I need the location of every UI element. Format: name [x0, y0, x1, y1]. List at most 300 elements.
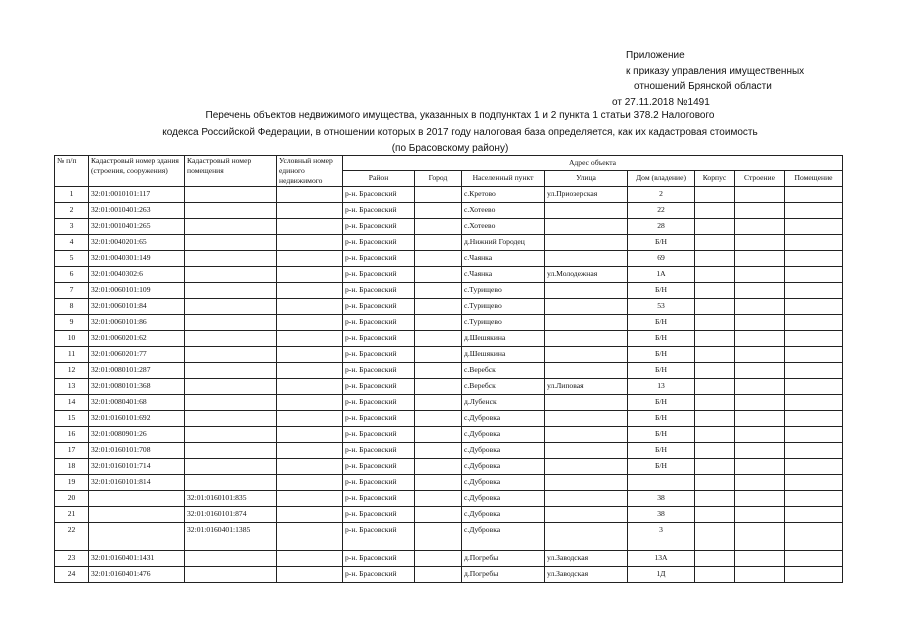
row-number: 4 [55, 235, 89, 251]
district-cell: р-н. Брасовский [343, 427, 415, 443]
street-cell: ул.Заводская [545, 551, 628, 567]
cadastral-room-cell [185, 187, 277, 203]
room-cell [785, 523, 843, 551]
room-cell [785, 187, 843, 203]
house-cell: Б/Н [628, 411, 695, 427]
appendix-line-4: от 27.11.2018 №1491 [612, 96, 710, 108]
korpus-cell [695, 299, 735, 315]
cadastral-building-cell: 32:01:0080101:287 [89, 363, 185, 379]
appendix-block [612, 48, 852, 110]
korpus-cell [695, 347, 735, 363]
cadastral-room-cell [185, 347, 277, 363]
room-cell [785, 219, 843, 235]
street-cell [545, 475, 628, 491]
room-cell [785, 443, 843, 459]
district-cell: р-н. Брасовский [343, 251, 415, 267]
cadastral-room-cell [185, 379, 277, 395]
city-cell [415, 379, 462, 395]
locality-cell: с.Дубровка [462, 411, 545, 427]
col-header-cadastral-room: Кадастровый номер помещения [185, 156, 277, 187]
house-cell: 38 [628, 491, 695, 507]
cadastral-building-cell: 32:01:0160101:714 [89, 459, 185, 475]
table-row [55, 475, 843, 491]
district-cell: р-н. Брасовский [343, 411, 415, 427]
appendix-line-2: к приказу управления имущественных [626, 65, 805, 77]
city-cell [415, 411, 462, 427]
korpus-cell [695, 331, 735, 347]
locality-cell: с.Дубровка [462, 475, 545, 491]
table-row [55, 551, 843, 567]
cadastral-building-cell: 32:01:0160101:814 [89, 475, 185, 491]
korpus-cell [695, 267, 735, 283]
korpus-cell [695, 363, 735, 379]
stroenie-cell [735, 283, 785, 299]
street-cell [545, 523, 628, 551]
house-cell: Б/Н [628, 347, 695, 363]
district-cell: р-н. Брасовский [343, 507, 415, 523]
cadastral-room-cell: 32:01:0160101:835 [185, 491, 277, 507]
col-header-conditional-number: Условный номер единого недвижимого [277, 156, 343, 187]
conditional-number-cell [277, 299, 343, 315]
row-number: 10 [55, 331, 89, 347]
conditional-number-cell [277, 523, 343, 551]
stroenie-cell [735, 235, 785, 251]
conditional-number-cell [277, 551, 343, 567]
table-row [55, 283, 843, 299]
room-cell [785, 347, 843, 363]
house-cell: Б/Н [628, 363, 695, 379]
cadastral-room-cell [185, 567, 277, 583]
table-row [55, 251, 843, 267]
street-cell [545, 411, 628, 427]
street-cell [545, 395, 628, 411]
table-body [55, 187, 843, 583]
locality-cell: с.Чаянка [462, 251, 545, 267]
table-row [55, 395, 843, 411]
district-cell: р-н. Брасовский [343, 315, 415, 331]
cadastral-building-cell [89, 507, 185, 523]
stroenie-cell [735, 331, 785, 347]
locality-cell: с.Веребск [462, 363, 545, 379]
col-header-address-group: Адрес объекта [343, 156, 843, 171]
locality-cell: д.Нижний Городец [462, 235, 545, 251]
title-line-2: кодекса Российской Федерации, в отношении которых в 2017 году налоговая база определяется, как их кадастровая стоимость [162, 126, 758, 138]
city-cell [415, 267, 462, 283]
locality-cell: с.Турищево [462, 315, 545, 331]
locality-cell: с.Хотеево [462, 203, 545, 219]
house-cell: 13А [628, 551, 695, 567]
cadastral-room-cell [185, 331, 277, 347]
street-cell [545, 235, 628, 251]
house-cell [628, 475, 695, 491]
city-cell [415, 187, 462, 203]
locality-cell: с.Хотеево [462, 219, 545, 235]
col-header-locality: Населенный пункт [462, 171, 545, 187]
stroenie-cell [735, 507, 785, 523]
korpus-cell [695, 379, 735, 395]
room-cell [785, 411, 843, 427]
house-cell: 53 [628, 299, 695, 315]
row-number: 7 [55, 283, 89, 299]
stroenie-cell [735, 491, 785, 507]
street-cell: ул.Приозерская [545, 187, 628, 203]
stroenie-cell [735, 567, 785, 583]
house-cell: 38 [628, 507, 695, 523]
street-cell [545, 443, 628, 459]
house-cell: 3 [628, 523, 695, 551]
cadastral-building-cell: 32:01:0060201:77 [89, 347, 185, 363]
street-cell [545, 315, 628, 331]
room-cell [785, 283, 843, 299]
conditional-number-cell [277, 443, 343, 459]
locality-cell: д.Погребы [462, 567, 545, 583]
cadastral-building-cell: 32:01:0080401:68 [89, 395, 185, 411]
house-cell: 69 [628, 251, 695, 267]
district-cell: р-н. Брасовский [343, 363, 415, 379]
korpus-cell [695, 567, 735, 583]
street-cell [545, 331, 628, 347]
cadastral-building-cell: 32:01:0040201:65 [89, 235, 185, 251]
col-header-room: Помещение [785, 171, 843, 187]
conditional-number-cell [277, 347, 343, 363]
city-cell [415, 427, 462, 443]
cadastral-room-cell [185, 299, 277, 315]
row-number: 19 [55, 475, 89, 491]
city-cell [415, 567, 462, 583]
korpus-cell [695, 235, 735, 251]
conditional-number-cell [277, 235, 343, 251]
row-number: 23 [55, 551, 89, 567]
stroenie-cell [735, 523, 785, 551]
room-cell [785, 251, 843, 267]
row-number: 3 [55, 219, 89, 235]
street-cell [545, 299, 628, 315]
room-cell [785, 315, 843, 331]
cadastral-room-cell [185, 443, 277, 459]
city-cell [415, 331, 462, 347]
cadastral-building-cell: 32:01:0060101:84 [89, 299, 185, 315]
cadastral-room-cell [185, 251, 277, 267]
row-number: 24 [55, 567, 89, 583]
table-row [55, 267, 843, 283]
house-cell: Б/Н [628, 459, 695, 475]
locality-cell: с.Дубровка [462, 459, 545, 475]
city-cell [415, 219, 462, 235]
title-line-3: (по Брасовскому району) [391, 143, 509, 154]
stroenie-cell [735, 203, 785, 219]
city-cell [415, 459, 462, 475]
row-number: 14 [55, 395, 89, 411]
row-number: 11 [55, 347, 89, 363]
city-cell [415, 283, 462, 299]
title-line-1: Перечень объектов недвижимого имущества, указанных в подпунктах 1 и 2 пункта 1 статьи 378.2 Налогового [205, 110, 715, 121]
street-cell [545, 459, 628, 475]
cadastral-room-cell: 32:01:0160401:1385 [185, 523, 277, 551]
house-cell: Б/Н [628, 235, 695, 251]
stroenie-cell [735, 187, 785, 203]
conditional-number-cell [277, 427, 343, 443]
house-cell: Б/Н [628, 443, 695, 459]
room-cell [785, 475, 843, 491]
row-number: 20 [55, 491, 89, 507]
locality-cell: д.Погребы [462, 551, 545, 567]
cadastral-building-cell: 32:01:0160101:692 [89, 411, 185, 427]
korpus-cell [695, 459, 735, 475]
house-cell: Б/Н [628, 395, 695, 411]
district-cell: р-н. Брасовский [343, 219, 415, 235]
locality-cell: с.Турищево [462, 283, 545, 299]
city-cell [415, 235, 462, 251]
row-number: 1 [55, 187, 89, 203]
stroenie-cell [735, 251, 785, 267]
property-table [54, 155, 843, 583]
conditional-number-cell [277, 567, 343, 583]
table-row [55, 363, 843, 379]
district-cell: р-н. Брасовский [343, 459, 415, 475]
street-cell [545, 491, 628, 507]
table-row [55, 427, 843, 443]
street-cell [545, 507, 628, 523]
stroenie-cell [735, 443, 785, 459]
conditional-number-cell [277, 363, 343, 379]
stroenie-cell [735, 379, 785, 395]
room-cell [785, 507, 843, 523]
stroenie-cell [735, 315, 785, 331]
city-cell [415, 347, 462, 363]
stroenie-cell [735, 219, 785, 235]
room-cell [785, 331, 843, 347]
stroenie-cell [735, 299, 785, 315]
header-row [55, 156, 843, 171]
house-cell: 13 [628, 379, 695, 395]
cadastral-building-cell: 32:01:0160401:1431 [89, 551, 185, 567]
stroenie-cell [735, 347, 785, 363]
table-row [55, 567, 843, 583]
room-cell [785, 551, 843, 567]
col-header-stroenie: Строение [735, 171, 785, 187]
city-cell [415, 551, 462, 567]
cadastral-building-cell: 32:01:0080101:368 [89, 379, 185, 395]
table-row [55, 331, 843, 347]
house-cell: 2 [628, 187, 695, 203]
table-row [55, 443, 843, 459]
conditional-number-cell [277, 267, 343, 283]
table-row [55, 315, 843, 331]
korpus-cell [695, 507, 735, 523]
city-cell [415, 507, 462, 523]
street-cell: ул.Молодежная [545, 267, 628, 283]
table-row [55, 235, 843, 251]
cadastral-building-cell: 32:01:0060201:62 [89, 331, 185, 347]
row-number: 22 [55, 523, 89, 551]
col-header-house: Дом (владение) [628, 171, 695, 187]
appendix-line-1: Приложение [626, 50, 685, 61]
house-cell: 28 [628, 219, 695, 235]
korpus-cell [695, 427, 735, 443]
house-cell: 1А [628, 267, 695, 283]
table-row [55, 507, 843, 523]
korpus-cell [695, 203, 735, 219]
table-row [55, 491, 843, 507]
row-number: 12 [55, 363, 89, 379]
street-cell [545, 427, 628, 443]
cadastral-building-cell: 32:01:0040301:149 [89, 251, 185, 267]
district-cell: р-н. Брасовский [343, 235, 415, 251]
table-row [55, 347, 843, 363]
conditional-number-cell [277, 203, 343, 219]
cadastral-room-cell [185, 395, 277, 411]
table-row [55, 411, 843, 427]
room-cell [785, 267, 843, 283]
cadastral-building-cell [89, 523, 185, 551]
table-row [55, 299, 843, 315]
locality-cell: с.Турищево [462, 299, 545, 315]
district-cell: р-н. Брасовский [343, 187, 415, 203]
row-number: 6 [55, 267, 89, 283]
conditional-number-cell [277, 459, 343, 475]
district-cell: р-н. Брасовский [343, 283, 415, 299]
house-cell: Б/Н [628, 427, 695, 443]
stroenie-cell [735, 459, 785, 475]
korpus-cell [695, 551, 735, 567]
table-row [55, 203, 843, 219]
conditional-number-cell [277, 283, 343, 299]
house-cell: Б/Н [628, 283, 695, 299]
city-cell [415, 523, 462, 551]
house-cell: Б/Н [628, 315, 695, 331]
cadastral-building-cell: 32:01:0010401:263 [89, 203, 185, 219]
col-header-street: Улица [545, 171, 628, 187]
table-row [55, 219, 843, 235]
row-number: 17 [55, 443, 89, 459]
korpus-cell [695, 395, 735, 411]
cadastral-room-cell: 32:01:0160101:874 [185, 507, 277, 523]
district-cell: р-н. Брасовский [343, 203, 415, 219]
district-cell: р-н. Брасовский [343, 299, 415, 315]
district-cell: р-н. Брасовский [343, 567, 415, 583]
row-number: 8 [55, 299, 89, 315]
col-header-district: Район [343, 171, 415, 187]
korpus-cell [695, 315, 735, 331]
city-cell [415, 363, 462, 379]
district-cell: р-н. Брасовский [343, 491, 415, 507]
street-cell [545, 219, 628, 235]
korpus-cell [695, 411, 735, 427]
room-cell [785, 427, 843, 443]
district-cell: р-н. Брасовский [343, 331, 415, 347]
locality-cell: с.Дубровка [462, 491, 545, 507]
korpus-cell [695, 251, 735, 267]
city-cell [415, 203, 462, 219]
district-cell: р-н. Брасовский [343, 267, 415, 283]
conditional-number-cell [277, 219, 343, 235]
locality-cell: с.Дубровка [462, 523, 545, 551]
row-number: 5 [55, 251, 89, 267]
korpus-cell [695, 187, 735, 203]
cadastral-room-cell [185, 235, 277, 251]
house-cell: 1Д [628, 567, 695, 583]
cadastral-room-cell [185, 363, 277, 379]
appendix-line-3: отношений Брянской области [634, 81, 772, 92]
room-cell [785, 567, 843, 583]
table-row [55, 187, 843, 203]
locality-cell: с.Веребск [462, 379, 545, 395]
street-cell: ул.Заводская [545, 567, 628, 583]
row-number: 9 [55, 315, 89, 331]
row-number: 15 [55, 411, 89, 427]
stroenie-cell [735, 551, 785, 567]
city-cell [415, 315, 462, 331]
stroenie-cell [735, 267, 785, 283]
room-cell [785, 491, 843, 507]
stroenie-cell [735, 411, 785, 427]
col-header-cadastral-building: Кадастровый номер здания (строения, сооружения) [89, 156, 185, 187]
cadastral-building-cell: 32:01:0010401:265 [89, 219, 185, 235]
city-cell [415, 443, 462, 459]
conditional-number-cell [277, 491, 343, 507]
locality-cell: с.Дубровка [462, 427, 545, 443]
room-cell [785, 459, 843, 475]
row-number: 2 [55, 203, 89, 219]
row-number: 21 [55, 507, 89, 523]
stroenie-cell [735, 427, 785, 443]
city-cell [415, 475, 462, 491]
street-cell [545, 347, 628, 363]
cadastral-room-cell [185, 459, 277, 475]
cadastral-building-cell [89, 491, 185, 507]
conditional-number-cell [277, 379, 343, 395]
locality-cell: д.Шешякина [462, 331, 545, 347]
street-cell: ул.Липовая [545, 379, 628, 395]
room-cell [785, 395, 843, 411]
cadastral-room-cell [185, 411, 277, 427]
stroenie-cell [735, 475, 785, 491]
col-header-num: № п/п [55, 156, 89, 187]
conditional-number-cell [277, 395, 343, 411]
stroenie-cell [735, 363, 785, 379]
cadastral-building-cell: 32:01:0060101:109 [89, 283, 185, 299]
cadastral-room-cell [185, 203, 277, 219]
col-header-city: Город [415, 171, 462, 187]
locality-cell: с.Кретово [462, 187, 545, 203]
district-cell: р-н. Брасовский [343, 523, 415, 551]
korpus-cell [695, 283, 735, 299]
conditional-number-cell [277, 411, 343, 427]
col-header-korpus: Корпус [695, 171, 735, 187]
room-cell [785, 363, 843, 379]
korpus-cell [695, 491, 735, 507]
city-cell [415, 299, 462, 315]
street-cell [545, 363, 628, 379]
korpus-cell [695, 475, 735, 491]
house-cell: Б/Н [628, 331, 695, 347]
korpus-cell [695, 443, 735, 459]
cadastral-room-cell [185, 315, 277, 331]
cadastral-room-cell [185, 267, 277, 283]
korpus-cell [695, 523, 735, 551]
cadastral-room-cell [185, 427, 277, 443]
conditional-number-cell [277, 251, 343, 267]
table-row [55, 459, 843, 475]
house-cell: 22 [628, 203, 695, 219]
cadastral-building-cell: 32:01:0060101:86 [89, 315, 185, 331]
locality-cell: с.Дубровка [462, 507, 545, 523]
room-cell [785, 203, 843, 219]
cadastral-room-cell [185, 283, 277, 299]
district-cell: р-н. Брасовский [343, 443, 415, 459]
locality-cell: д.Лубенск [462, 395, 545, 411]
district-cell: р-н. Брасовский [343, 475, 415, 491]
